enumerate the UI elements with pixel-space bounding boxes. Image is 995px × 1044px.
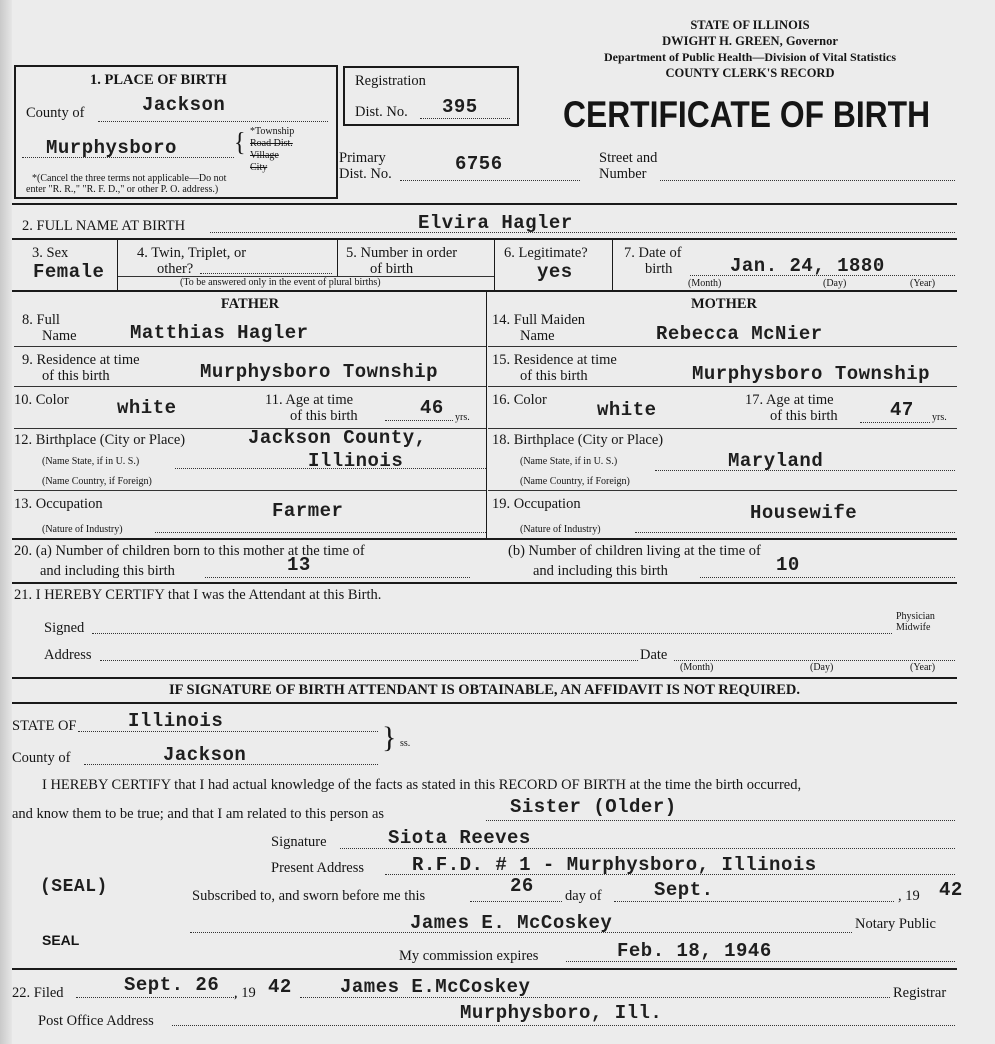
father-birthplace-value-2: Illinois xyxy=(308,450,404,472)
place-of-birth-heading: 1. PLACE OF BIRTH xyxy=(90,72,227,88)
page-edge xyxy=(0,0,12,1044)
twin-label-2: other? xyxy=(157,261,194,277)
state-of-label: STATE OF xyxy=(12,718,77,734)
mother-color-label: 16. Color xyxy=(492,392,547,408)
mother-residence-label: 15. Residence at time xyxy=(492,352,617,368)
date-of-birth-value: Jan. 24, 1880 xyxy=(730,255,885,277)
pob-note-2: enter "R. R.," "R. F. D.," or other P. O. address.) xyxy=(26,184,219,195)
father-age-label: 11. Age at time xyxy=(265,392,354,408)
primary-dist-label: Dist. No. xyxy=(339,166,392,182)
date-of-birth-label: 7. Date of xyxy=(624,245,682,261)
ss-label: ss. xyxy=(400,738,411,749)
mother-age-label-2: of this birth xyxy=(770,408,838,424)
subscribed-label: Subscribed to, and sworn before me this xyxy=(192,888,426,904)
father-name-label-2: Name xyxy=(42,328,77,344)
sex-value: Female xyxy=(33,261,105,283)
children-born-label-2: and including this birth xyxy=(40,563,175,579)
physician-label: Physician xyxy=(896,611,935,622)
children-living-value: 10 xyxy=(776,554,800,576)
children-living-label-2: and including this birth xyxy=(533,563,668,579)
sworn-year-value: 42 xyxy=(939,879,963,901)
commission-value: Feb. 18, 1946 xyxy=(617,940,772,962)
township-brace: { xyxy=(234,128,246,158)
county-value: Jackson xyxy=(142,94,226,116)
mother-birthplace-label: 18. Birthplace (City or Place) xyxy=(492,432,664,448)
certificate-title: CERTIFICATE OF BIRTH xyxy=(563,94,931,135)
street-label: Street and xyxy=(599,150,658,166)
header-governor: DWIGHT H. GREEN, Governor xyxy=(662,34,838,48)
twin-label: 4. Twin, Triplet, or xyxy=(137,245,247,261)
affidavit-notice: IF SIGNATURE OF BIRTH ATTENDANT IS OBTAINABLE, AN AFFIDAVIT IS NOT REQUIRED. xyxy=(168,682,801,698)
relation-value: Sister (Older) xyxy=(510,796,677,818)
signature-value: Siota Reeves xyxy=(388,827,531,849)
mother-age-label: 17. Age at time xyxy=(745,392,834,408)
father-heading: FATHER xyxy=(220,296,280,312)
attendant-day-sub: (Day) xyxy=(810,662,834,673)
filed-year-value: 42 xyxy=(268,976,292,998)
mother-occupation-value: Housewife xyxy=(750,502,858,524)
attendant-month-sub: (Month) xyxy=(680,662,714,673)
day-of-label: day of xyxy=(565,888,602,904)
mother-name-value: Rebecca McNier xyxy=(656,323,823,345)
sworn-month-value: Sept. xyxy=(654,879,714,901)
affidavit-text-1: I HEREBY CERTIFY that I had actual knowledge of the facts as stated in this RECORD OF BIRTH at the time the birth occurred, xyxy=(42,777,802,793)
mother-name-label-2: Name xyxy=(520,328,555,344)
mother-birthplace-value: Maryland xyxy=(728,450,824,472)
county-label: County of xyxy=(26,105,85,121)
term-township: *Township xyxy=(250,126,295,137)
date-of-birth-label-2: birth xyxy=(645,261,673,277)
father-birthplace-sub-1: (Name State, if in U. S.) xyxy=(42,456,140,467)
attendant-date-label: Date xyxy=(640,647,668,663)
mother-age-unit: yrs. xyxy=(932,412,947,423)
father-name-label: 8. Full xyxy=(22,312,60,328)
midwife-label: Midwife xyxy=(896,622,931,633)
father-occupation-value: Farmer xyxy=(272,500,344,522)
father-residence-label: 9. Residence at time xyxy=(22,352,140,368)
father-age-label-2: of this birth xyxy=(290,408,358,424)
father-birthplace-label: 12. Birthplace (City or Place) xyxy=(14,432,186,448)
mother-name-label: 14. Full Maiden xyxy=(492,312,586,328)
mother-residence-label-2: of this birth xyxy=(520,368,588,384)
mother-heading: MOTHER xyxy=(690,296,758,312)
registrar-name: James E.McCoskey xyxy=(340,976,531,998)
affidavit-county-label: County of xyxy=(12,750,71,766)
legitimate-value: yes xyxy=(537,261,573,283)
affidavit-county-value: Jackson xyxy=(163,744,247,766)
registrar-label: Registrar xyxy=(893,985,947,1001)
full-name-label: 2. FULL NAME AT BIRTH xyxy=(22,218,186,234)
dob-month-sub: (Month) xyxy=(688,278,722,289)
primary-label: Primary xyxy=(339,150,386,166)
children-born-label: 20. (a) Number of children born to this mother at the time of xyxy=(14,543,365,559)
filed-date-value: Sept. 26 xyxy=(124,974,220,996)
father-occupation-label: 13. Occupation xyxy=(14,496,103,512)
mother-age-value: 47 xyxy=(890,399,914,421)
notary-name: James E. McCoskey xyxy=(410,912,613,934)
term-road: Road Dist. xyxy=(250,138,293,149)
dist-no-label: Dist. No. xyxy=(355,104,408,120)
father-birthplace-value-1: Jackson County, xyxy=(248,427,427,449)
mother-birthplace-sub-1: (Name State, if in U. S.) xyxy=(520,456,618,467)
state-of-value: Illinois xyxy=(128,710,224,732)
post-office-value: Murphysboro, Ill. xyxy=(460,1002,663,1024)
number-label: Number xyxy=(599,166,647,182)
sworn-year-prefix: , 19 xyxy=(898,888,920,904)
mother-color-value: white xyxy=(597,399,657,421)
father-age-unit: yrs. xyxy=(455,412,470,423)
seal-mark-2: SEAL xyxy=(42,932,80,948)
attendant-address-label: Address xyxy=(44,647,92,663)
seal-mark-1: (SEAL) xyxy=(40,877,108,897)
header-clerk: COUNTY CLERK'S RECORD xyxy=(665,66,835,80)
parents-divider xyxy=(486,292,487,538)
father-residence-label-2: of this birth xyxy=(42,368,110,384)
father-age-value: 46 xyxy=(420,397,444,419)
children-living-label: (b) Number of children living at the time of xyxy=(508,543,761,559)
ss-brace: } xyxy=(382,721,397,754)
legitimate-label: 6. Legitimate? xyxy=(504,245,588,261)
present-address-value: R.F.D. # 1 - Murphysboro, Illinois xyxy=(412,854,817,876)
township-value: Murphysboro xyxy=(46,137,177,159)
term-village: Village xyxy=(250,150,279,161)
affidavit-text-2: and know them to be true; and that I am related to this person as xyxy=(12,806,385,822)
post-office-label: Post Office Address xyxy=(38,1013,154,1029)
father-occupation-sub: (Nature of Industry) xyxy=(42,524,123,535)
mother-occupation-sub: (Nature of Industry) xyxy=(520,524,601,535)
signed-label: Signed xyxy=(44,620,85,636)
sworn-day-value: 26 xyxy=(510,875,534,897)
father-color-label: 10. Color xyxy=(14,392,69,408)
sex-label: 3. Sex xyxy=(32,245,69,261)
mother-birthplace-sub-2: (Name Country, if Foreign) xyxy=(520,476,630,487)
plural-note: (To be answered only in the event of plural births) xyxy=(180,277,381,288)
father-color-value: white xyxy=(117,397,177,419)
father-name-value: Matthias Hagler xyxy=(130,322,309,344)
commission-label: My commission expires xyxy=(399,948,539,964)
children-born-value: 13 xyxy=(287,554,311,576)
mother-occupation-label: 19. Occupation xyxy=(492,496,581,512)
order-label: 5. Number in order xyxy=(346,245,458,261)
primary-dist-value: 6756 xyxy=(455,153,503,175)
filed-year-prefix: , 19 xyxy=(234,985,256,1001)
notary-public-label: Notary Public xyxy=(855,916,936,932)
mother-residence-value: Murphysboro Township xyxy=(692,363,931,385)
father-birthplace-sub-2: (Name Country, if Foreign) xyxy=(42,476,152,487)
pob-note-1: *(Cancel the three terms not applicable—Do not xyxy=(32,173,227,184)
dob-day-sub: (Day) xyxy=(823,278,847,289)
father-residence-value: Murphysboro Township xyxy=(200,361,439,383)
registration-label: Registration xyxy=(355,73,426,89)
filed-label: 22. Filed xyxy=(12,985,64,1001)
present-address-label: Present Address xyxy=(271,860,365,876)
attendant-year-sub: (Year) xyxy=(910,662,936,673)
header-department: Department of Public Health—Division of Vital Statistics xyxy=(604,50,896,64)
dist-no-value: 395 xyxy=(442,96,478,118)
full-name-value: Elvira Hagler xyxy=(418,212,573,234)
signature-label: Signature xyxy=(271,834,327,850)
attendant-certify: 21. I HEREBY CERTIFY that I was the Attendant at this Birth. xyxy=(14,587,382,603)
term-city: City xyxy=(250,162,268,173)
header-state: STATE OF ILLINOIS xyxy=(690,18,810,32)
order-label-2: of birth xyxy=(370,261,414,277)
dob-year-sub: (Year) xyxy=(910,278,936,289)
